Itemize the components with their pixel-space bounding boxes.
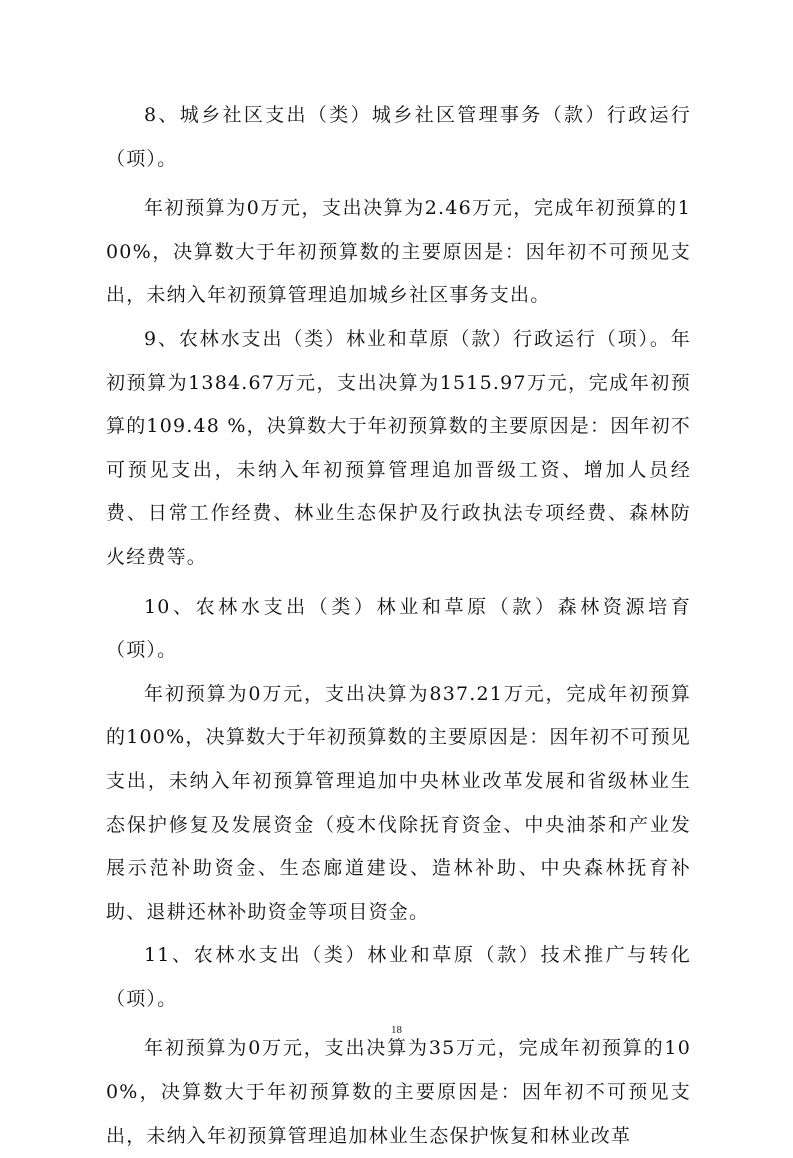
document-body	[106, 94, 691, 1158]
paragraph-item-11-detail: 年初预算为0万元，支出决算为35万元，完成年初预算的100%，决算数大于年初预算数的主要原因是：因年初不可预见支出，未纳入年初预算管理追加林业生态保护恢复和林业改革	[106, 1037, 691, 1147]
paragraph-item-11-heading: 11、农林水支出（类）林业和草原（款）技术推广与转化（项）。	[106, 944, 691, 1010]
page-number: 18	[391, 1024, 402, 1036]
paragraph-item-8-heading: 8、城乡社区支出（类）城乡社区管理事务（款）行政运行（项）。	[106, 104, 691, 170]
paragraph-item-9: 9、农林水支出（类）林业和草原（款）行政运行（项）。年初预算为1384.67万元，支出决算为1515.97万元，完成年初预算的109.48 %，决算数大于年初预算数的主要原因是：因年初不可预见支出，未纳入年初预算管理追加晋级工资、增加人员经费、日常工作经费、林业生态保护及行政执法专项经费、森林防火经费等。	[106, 327, 691, 568]
paragraph-item-10-heading: 10、农林水支出（类）林业和草原（款）森林资源培育（项）。	[106, 595, 691, 662]
paragraph-item-10-detail: 年初预算为0万元，支出决算为837.21万元，完成年初预算的100%，决算数大于年初预算数的主要原因是：因年初不可预见支出，未纳入年初预算管理追加中央林业改革发展和省级林业生态保护修复及发展资金（疫木伐除抚育资金、中央油茶和产业发展示范补助资金、生态廊道建设、造林补助、中央森林抚育补助、退耕还林补助资金等项目资金。	[106, 682, 691, 923]
paragraph-item-8-detail: 年初预算为0万元，支出决算为2.46万元，完成年初预算的100%，决算数大于年初预算数的主要原因是：因年初不可预见支出，未纳入年初预算管理追加城乡社区事务支出。	[106, 197, 691, 307]
